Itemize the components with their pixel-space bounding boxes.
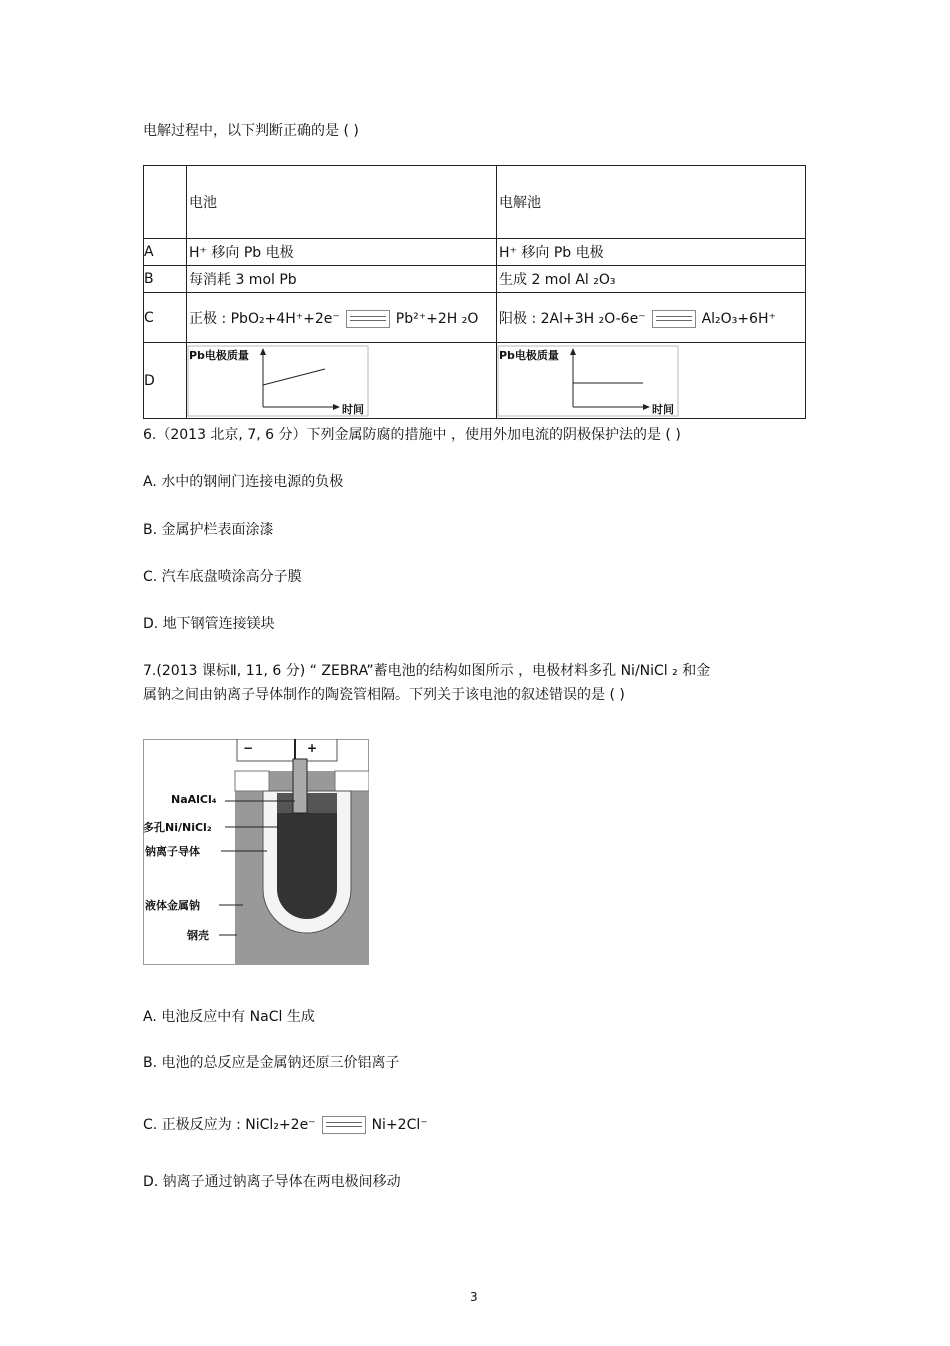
header-cell: 电解池 xyxy=(499,195,541,211)
row-label: C xyxy=(144,293,187,343)
q6-option-b: B. 金属护栏表面涂漆 xyxy=(143,522,274,538)
leader-lines xyxy=(143,739,369,965)
graph-battery xyxy=(187,345,369,417)
label-na-conductor: 钠离子导体 xyxy=(145,845,200,858)
row-label: D xyxy=(144,343,187,419)
graph-ylabel: Pb电极质量 xyxy=(499,348,559,362)
q6-option-d: D. 地下钢管连接镁块 xyxy=(143,616,275,632)
page-number: 3 xyxy=(470,1290,478,1304)
table-row: C 正极 : PbO₂+4H⁺+2e⁻ Pb²⁺+2H ₂O 阳极 : 2Al+3H ₂O-6e⁻ Al₂O₃+6H⁺ xyxy=(144,293,806,343)
graph-xlabel: 时间 xyxy=(342,402,364,416)
row-label: B xyxy=(144,266,187,293)
graph-ylabel: Pb电极质量 xyxy=(189,348,249,362)
q7-option-a: A. 电池反应中有 NaCl 生成 xyxy=(143,1009,315,1025)
q7-option-d: D. 钠离子通过钠离子导体在两电极间移动 xyxy=(143,1174,401,1190)
table-row xyxy=(144,343,806,419)
table-row: A H⁺ 移向 Pb 电极 H⁺ 移向 Pb 电极 xyxy=(144,239,806,266)
row-label: A xyxy=(144,239,187,266)
graph-xlabel: 时间 xyxy=(652,402,674,416)
q7-option-b: B. 电池的总反应是金属钠还原三价铝离子 xyxy=(143,1055,400,1071)
plus-terminal: + xyxy=(307,741,318,755)
q7-stem-line2: 属钠之间由钠离子导体制作的陶瓷管相隔。下列关于该电池的叙述错误的是 ( ) xyxy=(143,687,625,703)
zebra-battery-figure xyxy=(143,739,369,965)
graph-cell xyxy=(497,345,679,417)
label-naalcl4: NaAlCl₄ xyxy=(171,793,217,806)
equals-sign-icon xyxy=(346,310,390,328)
label-liquid-na: 液体金属钠 xyxy=(145,899,200,912)
q6-stem: 6.（2013 北京, 7, 6 分）下列金属防腐的措施中 ，使用外加电流的阴极保护法的是 ( ) xyxy=(143,427,681,443)
minus-terminal: − xyxy=(243,741,254,755)
q6-option-c: C. 汽车底盘喷涂高分子膜 xyxy=(143,569,302,585)
equals-sign-icon xyxy=(322,1116,366,1134)
label-ni-nicl2: 多孔Ni/NiCl₂ xyxy=(143,821,212,834)
equals-sign-icon xyxy=(652,310,696,328)
label-steel-shell: 钢壳 xyxy=(187,929,209,942)
q7-option-c: C. 正极反应为 : NiCl₂+2e⁻ Ni+2Cl⁻ xyxy=(143,1117,428,1133)
table-row: B 每消耗 3 mol Pb 生成 2 mol Al ₂O₃ xyxy=(144,266,806,293)
q6-option-a: A. 水中的钢闸门连接电源的负极 xyxy=(143,474,344,490)
header-battery: 电池 xyxy=(189,195,217,211)
intro-text: 电解过程中，以下判断正确的是 ( ) xyxy=(143,123,359,139)
table-header-row xyxy=(144,166,806,239)
q7-stem-line1: 7.(2013 课标Ⅱ, 11, 6 分) “ ZEBRA”蓄电池的结构如图所示 ，电极材料多孔 Ni/NiCl ₂ 和金 xyxy=(143,663,711,679)
options-table xyxy=(143,165,806,419)
